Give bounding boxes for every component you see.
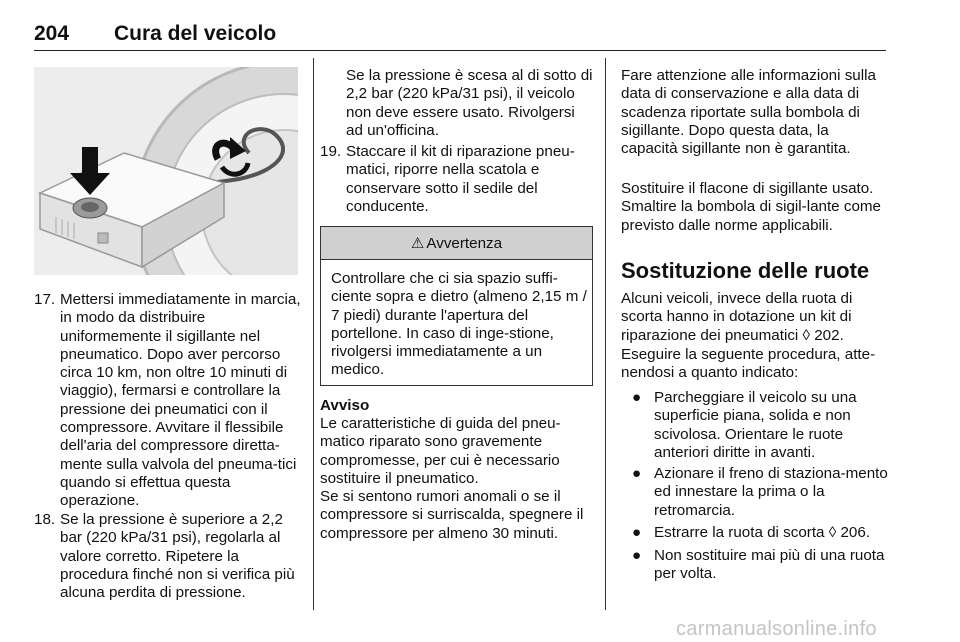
warning-header [321, 227, 592, 260]
bullet-icon: ● [632, 524, 642, 541]
notice-paragraph-2: Se si sentono rumori anomali o se il compressore si surriscalda, spegnere il compressore per almeno 30 minuti. [320, 488, 584, 542]
watermark: carmanualsonline.info [676, 618, 877, 640]
step-text: Se la pressione è superiore a 2,2 bar (220 kPa/31 psi), regolarla al valore corretto. Ripetere la procedura finché non si verifica più alcuna perdita di pressione. [60, 511, 295, 602]
page-number: 204 [34, 22, 70, 45]
procedure-intro: Eseguire la seguente procedura, atte-nendosi a quanto indicato: [621, 346, 876, 382]
header-rule [34, 50, 886, 51]
spare-wheel-paragraph: Alcuni veicoli, invece della ruota di scorta hanno in dotazione un kit di riparazione dei pneumatici ◊ 202. [621, 290, 853, 344]
step-number: 17. [34, 291, 56, 308]
page-header [34, 22, 886, 50]
warning-text: Controllare che ci sia spazio suffi-ciente sopra e dietro (almeno 2,15 m / 7 piedi) durante l'apertura del portellone. In caso di inge-stione, rivolgersi immediatamente a un medico. [331, 270, 587, 379]
bullet-icon: ● [632, 465, 642, 482]
column-divider-right [605, 58, 606, 610]
pressure-note: Se la pressione è scesa al di sotto di 2,2 bar (220 kPa/31 psi), il veicolo non deve essere usato. Rivolgersi ad un'officina. [346, 67, 593, 139]
warning-box [320, 226, 593, 386]
notice-paragraph-1: Le caratteristiche di guida del pneu-matico riparato sono gravemente compromesse, per cui è necessario sostituire il pneumatico. [320, 415, 561, 487]
column-divider-left [313, 58, 314, 610]
notice-title: Avviso [320, 397, 370, 414]
bullet-icon: ● [632, 547, 642, 564]
compressor-illustration [34, 67, 298, 275]
bullet-icon: ● [632, 389, 642, 406]
warning-title: Avvertenza [426, 234, 503, 252]
step-text: Mettersi immediatamente in marcia, in modo da distribuire uniformemente il sigillante nel pneumatico. Dopo aver percorso circa 10 km, non oltre 10 minuti di viaggio), fermarsi e controllare la pressione dei pneumatici con il compressore. Avvitare il flessibile dell'aria del compressore diretta-mente sulla valvola del pneuma-tici quando si effettua questa operazione. [60, 291, 301, 510]
sealant-disposal-paragraph: Sostituire il flacone di sigillante usato. Smaltire la bombola di sigil-lante come previsto dalle norme applicabili. [621, 180, 881, 234]
chapter-title: Cura del veicolo [114, 22, 277, 45]
step-number: 18. [34, 511, 56, 528]
step-text: Staccare il kit di riparazione pneu-matici, riporre nella scatola e conservare sotto il sedile del conducente. [346, 143, 575, 215]
sealant-date-paragraph: Fare attenzione alle informazioni sulla data di conservazione e alla data di scadenza riportate sulla bombola di sigillante. Dopo questa data, la capacità sigillante non è garantita. [621, 67, 876, 158]
section-heading: Sostituzione delle ruote [621, 258, 870, 283]
step-number: 19. [320, 143, 342, 160]
warning-triangle-icon: ⚠ [410, 235, 425, 252]
